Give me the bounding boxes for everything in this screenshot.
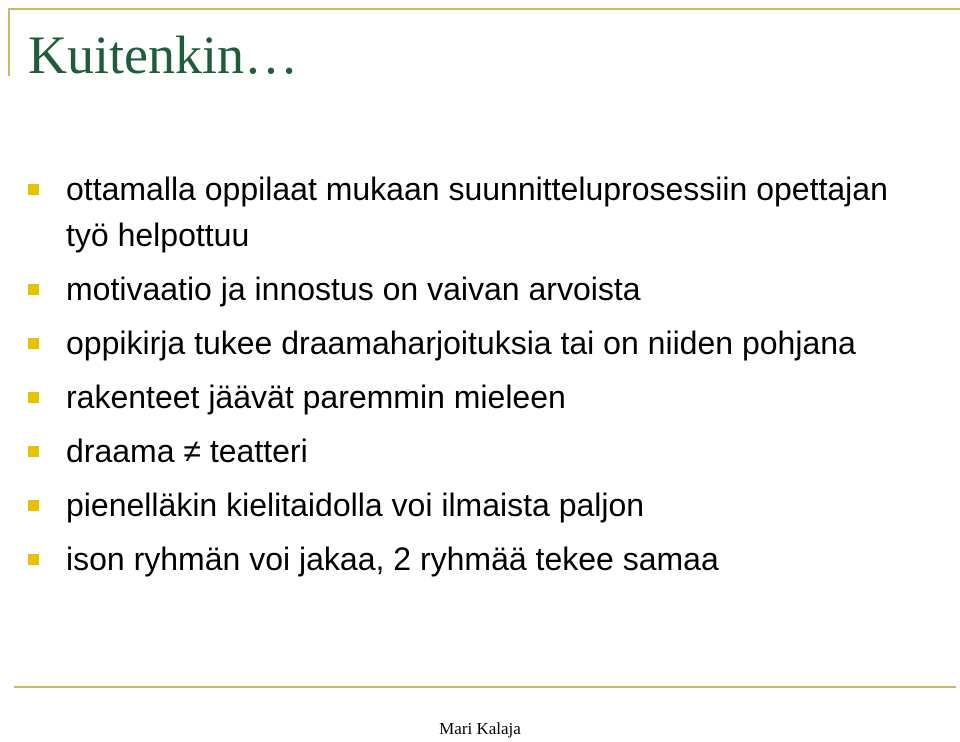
bullet-text: rakenteet jäävät paremmin mieleen xyxy=(66,379,566,415)
bullet-item xyxy=(28,536,928,582)
bullet-text: oppikirja tukee draamaharjoituksia tai on niiden pohjana xyxy=(66,325,856,361)
bullet-list xyxy=(28,166,928,590)
bullet-text: draama ≠ teatteri xyxy=(66,433,308,469)
bullet-item xyxy=(28,428,928,474)
bullet-item xyxy=(28,320,928,366)
frame-top-line xyxy=(8,8,960,10)
frame-left-line xyxy=(8,8,10,76)
square-bullet-icon xyxy=(28,184,39,195)
footer-author: Mari Kalaja xyxy=(439,719,521,738)
footer-divider xyxy=(14,686,956,688)
square-bullet-icon xyxy=(28,392,39,403)
square-bullet-icon xyxy=(28,554,39,565)
bullet-item xyxy=(28,482,928,528)
bullet-text: motivaatio ja innostus on vaivan arvoista xyxy=(66,271,641,307)
bullet-item xyxy=(28,374,928,420)
square-bullet-icon xyxy=(28,338,39,349)
slide-title: Kuitenkin… xyxy=(28,25,298,85)
bullet-text: pienelläkin kielitaidolla voi ilmaista paljon xyxy=(66,487,645,523)
bullet-text: ison ryhmän voi jakaa, 2 ryhmää tekee samaa xyxy=(66,541,719,577)
square-bullet-icon xyxy=(28,284,39,295)
bullet-item xyxy=(28,266,928,312)
square-bullet-icon xyxy=(28,446,39,457)
bullet-item xyxy=(28,166,928,258)
bullet-text: ottamalla oppilaat mukaan suunnitteluprosessiin opettajan työ helpottuu xyxy=(66,171,888,253)
square-bullet-icon xyxy=(28,500,39,511)
